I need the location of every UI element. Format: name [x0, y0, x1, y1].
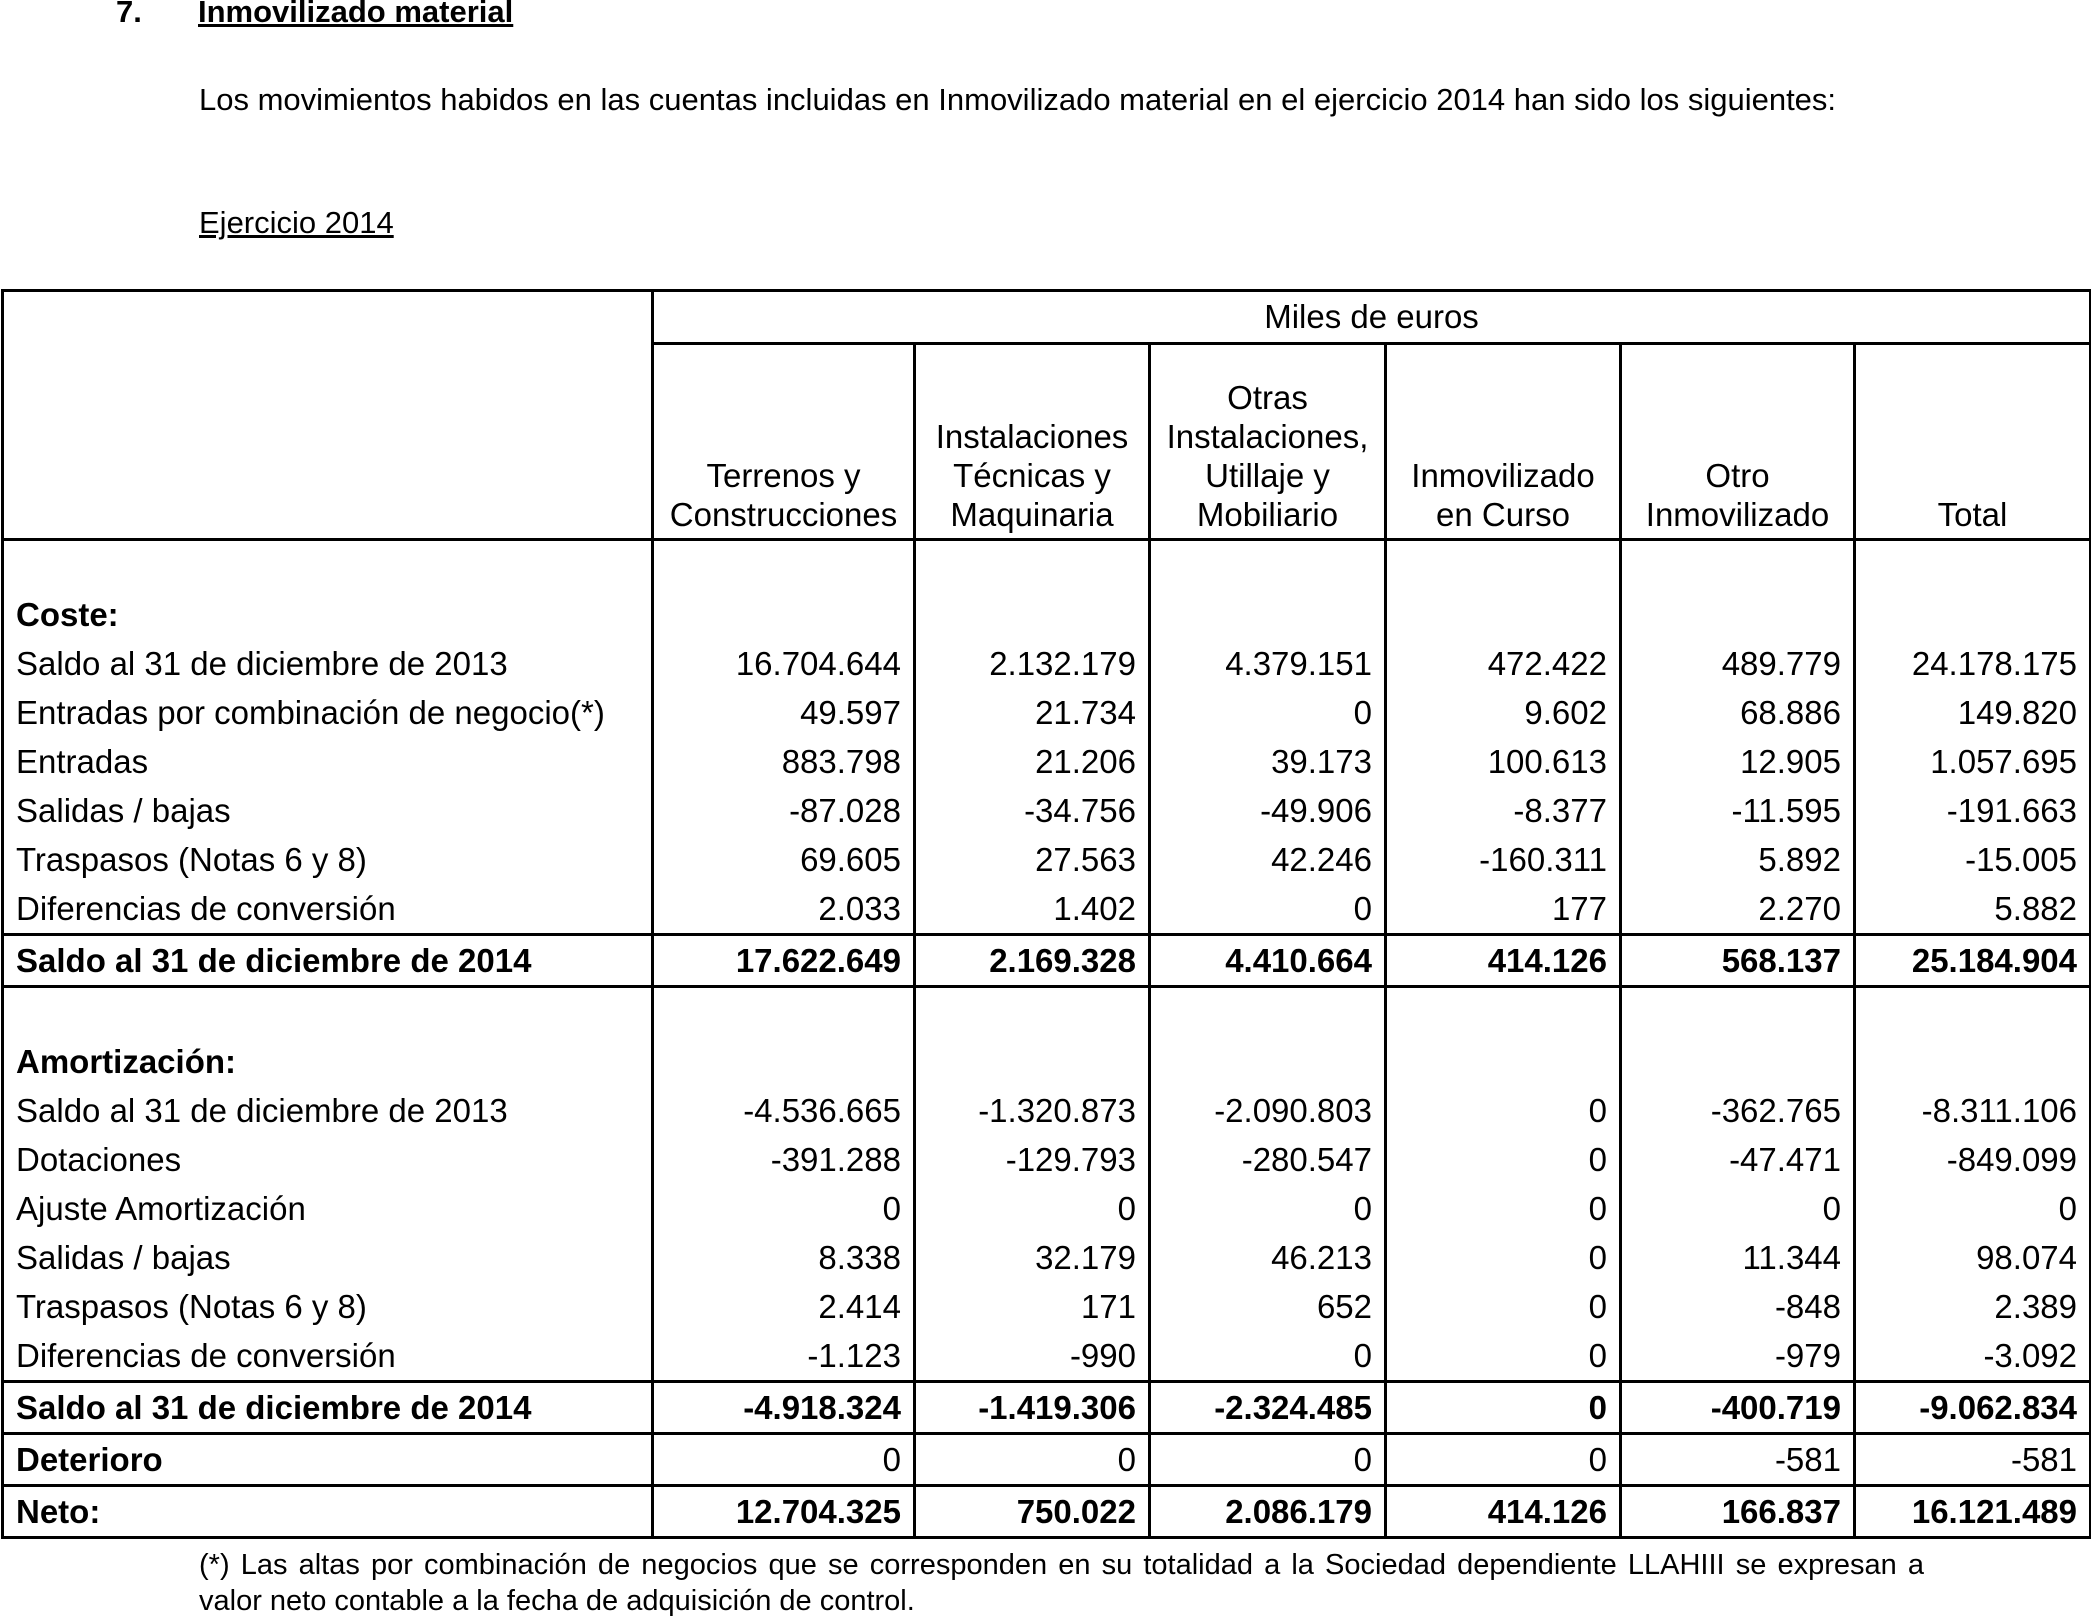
table-row — [3, 1086, 2091, 1135]
impairment-row — [3, 1434, 2091, 1486]
footnote: (*) Las altas por combinación de negocios que se corresponden en su totalidad a la Sociedad dependiente LLAHIII se expresan a valor neto contable a la fecha de adquisición de control. — [199, 1549, 1924, 1617]
value-cell: 32.179 — [915, 1233, 1150, 1282]
row-label: Ajuste Amortización — [3, 1184, 653, 1233]
section-number: 7. — [116, 0, 142, 29]
spacer-row — [3, 540, 2091, 591]
value-cell: 0 — [1621, 1184, 1855, 1233]
value-cell: 1.057.695 — [1855, 737, 2091, 786]
subtotal-row — [3, 935, 2091, 987]
value-cell: 0 — [1386, 1184, 1621, 1233]
value-cell — [1621, 540, 1855, 591]
section-header-row — [3, 1037, 2091, 1086]
row-label: Neto: — [3, 1486, 653, 1538]
value-cell: -849.099 — [1855, 1135, 2091, 1184]
column-header — [915, 344, 1150, 540]
value-cell: 0 — [1386, 1233, 1621, 1282]
column-header — [653, 344, 915, 540]
value-cell: 166.837 — [1621, 1486, 1855, 1538]
value-cell — [1150, 590, 1386, 639]
value-cell: -990 — [915, 1331, 1150, 1382]
table-row — [3, 737, 2091, 786]
value-cell: 12.704.325 — [653, 1486, 915, 1538]
value-cell: 0 — [1386, 1331, 1621, 1382]
value-cell: -47.471 — [1621, 1135, 1855, 1184]
column-header-line: Instalaciones, — [1166, 418, 1369, 455]
value-cell — [1855, 590, 2091, 639]
value-cell: 12.905 — [1621, 737, 1855, 786]
column-header-line: Mobiliario — [1196, 496, 1339, 533]
value-cell: -191.663 — [1855, 786, 2091, 835]
value-cell: 0 — [1150, 1434, 1386, 1486]
value-cell: 0 — [915, 1184, 1150, 1233]
row-label: Dotaciones — [3, 1135, 653, 1184]
value-cell: 21.206 — [915, 737, 1150, 786]
value-cell: -1.123 — [653, 1331, 915, 1382]
table-row — [3, 884, 2091, 935]
value-cell: 49.597 — [653, 688, 915, 737]
value-cell — [1855, 540, 2091, 591]
value-cell: 2.132.179 — [915, 639, 1150, 688]
column-header-line: en Curso — [1436, 496, 1570, 533]
column-header-line: Total — [1937, 496, 2008, 533]
value-cell: 171 — [915, 1282, 1150, 1331]
value-cell: 4.410.664 — [1150, 935, 1386, 987]
value-cell: 149.820 — [1855, 688, 2091, 737]
value-cell — [1621, 590, 1855, 639]
value-cell: -9.062.834 — [1855, 1382, 2091, 1434]
column-header-line: Otras — [1227, 379, 1308, 416]
column-header-line: Inmovilizado — [1411, 457, 1595, 494]
row-label: Diferencias de conversión — [3, 1331, 653, 1382]
value-cell: 0 — [1386, 1282, 1621, 1331]
value-cell: 0 — [1386, 1382, 1621, 1434]
row-label: Saldo al 31 de diciembre de 2013 — [3, 1086, 653, 1135]
row-label: Deterioro — [3, 1434, 653, 1486]
value-cell — [1621, 1037, 1855, 1086]
row-label: Salidas / bajas — [3, 786, 653, 835]
intro-paragraph: Los movimientos habidos en las cuentas incluidas en Inmovilizado material en el ejercicio 2014 han sido los siguientes: — [199, 82, 1837, 117]
row-label — [3, 987, 653, 1038]
row-label: Saldo al 31 de diciembre de 2014 — [3, 1382, 653, 1434]
value-cell: 0 — [1386, 1086, 1621, 1135]
spacer-row — [3, 987, 2091, 1038]
column-header — [1150, 344, 1386, 540]
column-header-line: Utillaje y — [1205, 457, 1330, 494]
column-header — [1855, 344, 2091, 540]
value-cell: 414.126 — [1386, 935, 1621, 987]
value-cell: 0 — [1855, 1184, 2091, 1233]
value-cell: 69.605 — [653, 835, 915, 884]
value-cell: 2.270 — [1621, 884, 1855, 935]
row-label: Entradas — [3, 737, 653, 786]
column-header-line: Terrenos y — [706, 457, 861, 494]
value-cell — [653, 540, 915, 591]
value-cell: -15.005 — [1855, 835, 2091, 884]
value-cell: 652 — [1150, 1282, 1386, 1331]
value-cell: 0 — [1386, 1434, 1621, 1486]
section-title: Inmovilizado material — [198, 0, 514, 29]
value-cell — [1855, 987, 2091, 1038]
value-cell: 0 — [1150, 1184, 1386, 1233]
value-cell: 2.414 — [653, 1282, 915, 1331]
value-cell: -11.595 — [1621, 786, 1855, 835]
column-header — [1621, 344, 1855, 540]
value-cell: -581 — [1621, 1434, 1855, 1486]
value-cell: 25.184.904 — [1855, 935, 2091, 987]
value-cell — [1386, 590, 1621, 639]
value-cell: 98.074 — [1855, 1233, 2091, 1282]
value-cell: 24.178.175 — [1855, 639, 2091, 688]
value-cell: -4.918.324 — [653, 1382, 915, 1434]
value-cell — [1621, 987, 1855, 1038]
value-cell: -34.756 — [915, 786, 1150, 835]
value-cell: 489.779 — [1621, 639, 1855, 688]
value-cell: -391.288 — [653, 1135, 915, 1184]
value-cell: 5.882 — [1855, 884, 2091, 935]
value-cell: 0 — [915, 1434, 1150, 1486]
value-cell — [915, 1037, 1150, 1086]
value-cell: 27.563 — [915, 835, 1150, 884]
row-label — [3, 540, 653, 591]
value-cell — [915, 590, 1150, 639]
value-cell: -49.906 — [1150, 786, 1386, 835]
value-cell: 11.344 — [1621, 1233, 1855, 1282]
value-cell: 4.379.151 — [1150, 639, 1386, 688]
value-cell: -581 — [1855, 1434, 2091, 1486]
value-cell: 0 — [1150, 884, 1386, 935]
column-header-line: Instalaciones — [935, 418, 1129, 455]
table-row — [3, 688, 2091, 737]
value-cell: 16.121.489 — [1855, 1486, 2091, 1538]
value-cell: 0 — [1150, 1331, 1386, 1382]
column-header-line: Técnicas y — [953, 457, 1111, 494]
section-header-row — [3, 590, 2091, 639]
value-cell — [1150, 987, 1386, 1038]
value-cell: 2.086.179 — [1150, 1486, 1386, 1538]
table-row — [3, 639, 2091, 688]
value-cell — [653, 590, 915, 639]
value-cell: -87.028 — [653, 786, 915, 835]
column-header-line: Otro — [1705, 457, 1770, 494]
value-cell: 42.246 — [1150, 835, 1386, 884]
value-cell: 9.602 — [1386, 688, 1621, 737]
value-cell — [1150, 1037, 1386, 1086]
value-cell: 177 — [1386, 884, 1621, 935]
value-cell — [915, 540, 1150, 591]
row-label: Saldo al 31 de diciembre de 2013 — [3, 639, 653, 688]
value-cell — [653, 987, 915, 1038]
value-cell: 8.338 — [653, 1233, 915, 1282]
section-heading — [116, 0, 513, 30]
value-cell — [1386, 987, 1621, 1038]
value-cell — [1855, 1037, 2091, 1086]
net-row — [3, 1486, 2091, 1538]
column-header — [1386, 344, 1621, 540]
value-cell: 2.033 — [653, 884, 915, 935]
value-cell — [1386, 540, 1621, 591]
value-cell — [915, 987, 1150, 1038]
table-row — [3, 1184, 2091, 1233]
value-cell: 0 — [1150, 688, 1386, 737]
value-cell: 21.734 — [915, 688, 1150, 737]
header-blank-cell — [3, 291, 653, 344]
value-cell — [653, 1037, 915, 1086]
value-cell: 883.798 — [653, 737, 915, 786]
value-cell: 0 — [1386, 1135, 1621, 1184]
value-cell — [1150, 540, 1386, 591]
value-cell: 39.173 — [1150, 737, 1386, 786]
table-row — [3, 786, 2091, 835]
value-cell: 568.137 — [1621, 935, 1855, 987]
column-header-line: Maquinaria — [950, 496, 1114, 533]
value-cell: -362.765 — [1621, 1086, 1855, 1135]
value-cell: -1.320.873 — [915, 1086, 1150, 1135]
value-cell: 2.389 — [1855, 1282, 2091, 1331]
value-cell: -280.547 — [1150, 1135, 1386, 1184]
value-cell: 5.892 — [1621, 835, 1855, 884]
value-cell: -3.092 — [1855, 1331, 2091, 1382]
value-cell: -8.311.106 — [1855, 1086, 2091, 1135]
column-header-line: Inmovilizado — [1645, 496, 1830, 533]
value-cell: 472.422 — [1386, 639, 1621, 688]
value-cell: 46.213 — [1150, 1233, 1386, 1282]
value-cell: -400.719 — [1621, 1382, 1855, 1434]
value-cell: 17.622.649 — [653, 935, 915, 987]
value-cell: 68.886 — [1621, 688, 1855, 737]
value-cell: 16.704.644 — [653, 639, 915, 688]
row-label: Diferencias de conversión — [3, 884, 653, 935]
value-cell: 100.613 — [1386, 737, 1621, 786]
fiscal-year-subtitle: Ejercicio 2014 — [199, 205, 394, 240]
row-label: Coste: — [3, 590, 653, 639]
row-label: Traspasos (Notas 6 y 8) — [3, 835, 653, 884]
row-label: Saldo al 31 de diciembre de 2014 — [3, 935, 653, 987]
fixed-assets-table — [1, 289, 2091, 1539]
value-cell: -1.419.306 — [915, 1382, 1150, 1434]
header-blank-cell — [3, 344, 653, 540]
value-cell: -848 — [1621, 1282, 1855, 1331]
row-label: Amortización: — [3, 1037, 653, 1086]
value-cell — [1386, 1037, 1621, 1086]
value-cell: -8.377 — [1386, 786, 1621, 835]
value-cell: 1.402 — [915, 884, 1150, 935]
unit-header: Miles de euros — [653, 291, 2091, 344]
value-cell: -979 — [1621, 1331, 1855, 1382]
row-label: Salidas / bajas — [3, 1233, 653, 1282]
value-cell: 750.022 — [915, 1486, 1150, 1538]
value-cell: 2.169.328 — [915, 935, 1150, 987]
table-row — [3, 835, 2091, 884]
value-cell: -129.793 — [915, 1135, 1150, 1184]
table-row — [3, 1135, 2091, 1184]
table-row — [3, 1331, 2091, 1382]
value-cell: -2.324.485 — [1150, 1382, 1386, 1434]
value-cell: -4.536.665 — [653, 1086, 915, 1135]
table-row — [3, 1233, 2091, 1282]
column-header-line: Construcciones — [669, 496, 898, 533]
value-cell: 0 — [653, 1184, 915, 1233]
row-label: Entradas por combinación de negocio(*) — [3, 688, 653, 737]
value-cell: 414.126 — [1386, 1486, 1621, 1538]
row-label: Traspasos (Notas 6 y 8) — [3, 1282, 653, 1331]
value-cell: -2.090.803 — [1150, 1086, 1386, 1135]
subtotal-row — [3, 1382, 2091, 1434]
value-cell: 0 — [653, 1434, 915, 1486]
value-cell: -160.311 — [1386, 835, 1621, 884]
table-row — [3, 1282, 2091, 1331]
